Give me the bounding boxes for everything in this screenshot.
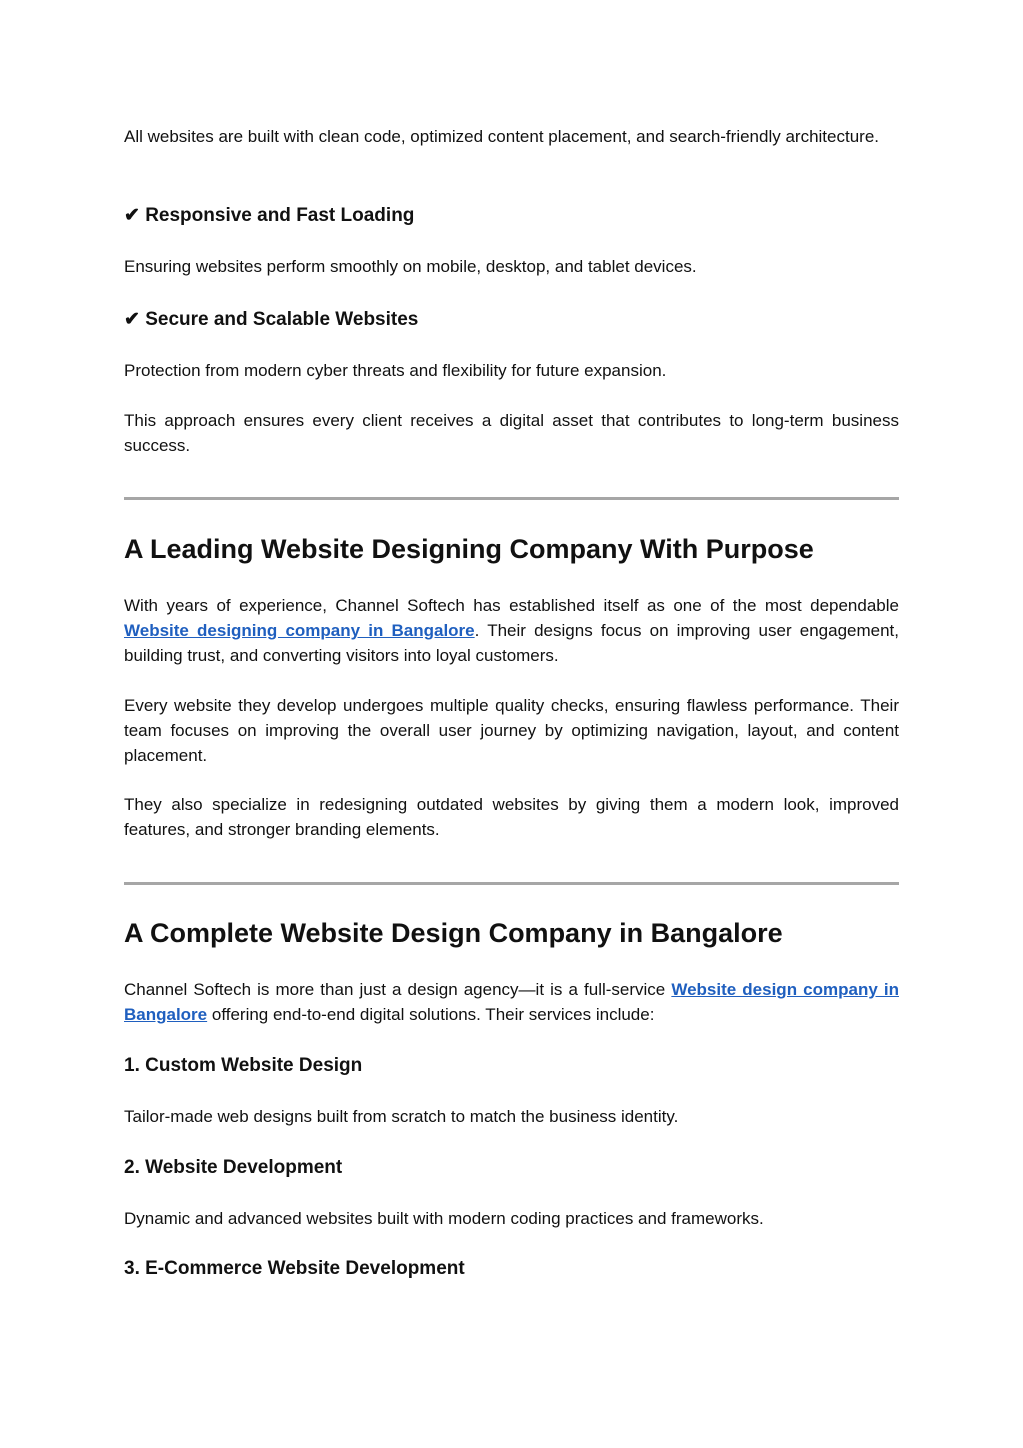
service-text: Dynamic and advanced websites built with modern coding practices and frameworks. [124,1209,764,1228]
divider [124,497,899,500]
text: offering end-to-end digital solutions. Their services include: [207,1005,655,1024]
paragraph: Protection from modern cyber threats and flexibility for future expansion. [124,361,667,380]
paragraph [124,977,899,1027]
subheading-secure: ✔ Secure and Scalable Websites [124,309,419,330]
paragraph [124,593,899,668]
service-text: Tailor-made web designs built from scratch to match the business identity. [124,1107,679,1126]
text: Channel Softech is more than just a design agency—it is a full-service [124,980,672,999]
section-heading: A Complete Website Design Company in Bangalore [124,918,783,948]
subheading-responsive: ✔ Responsive and Fast Loading [124,205,415,226]
service-title: 3. E-Commerce Website Development [124,1258,465,1279]
paragraph: Ensuring websites perform smoothly on mobile, desktop, and tablet devices. [124,257,697,276]
paragraph: This approach ensures every client receives a digital asset that contributes to long-term business success. [124,411,899,455]
paragraph: They also specialize in redesigning outdated websites by giving them a modern look, improved features, and stronger branding elements. [124,795,899,839]
section-heading: A Leading Website Designing Company With Purpose [124,534,814,564]
service-title: 1. Custom Website Design [124,1055,363,1076]
text: . Their designs focus on improving user engagement, building trust, and converting visitors into loyal customers. [124,621,899,665]
website-designing-company-link[interactable]: Website designing company in Bangalore [124,621,475,640]
divider [124,882,899,885]
service-title: 2. Website Development [124,1157,343,1178]
text: With years of experience, Channel Softech has established itself as one of the most dependable [124,596,899,615]
paragraph: All websites are built with clean code, optimized content placement, and search-friendly architecture. [124,127,879,146]
paragraph: Every website they develop undergoes multiple quality checks, ensuring flawless performance. Their team focuses on improving the overall user journey by optimizing navigation, layout, and content placement. [124,696,899,765]
website-design-company-link[interactable]: Website design company in Bangalore [124,980,899,1024]
